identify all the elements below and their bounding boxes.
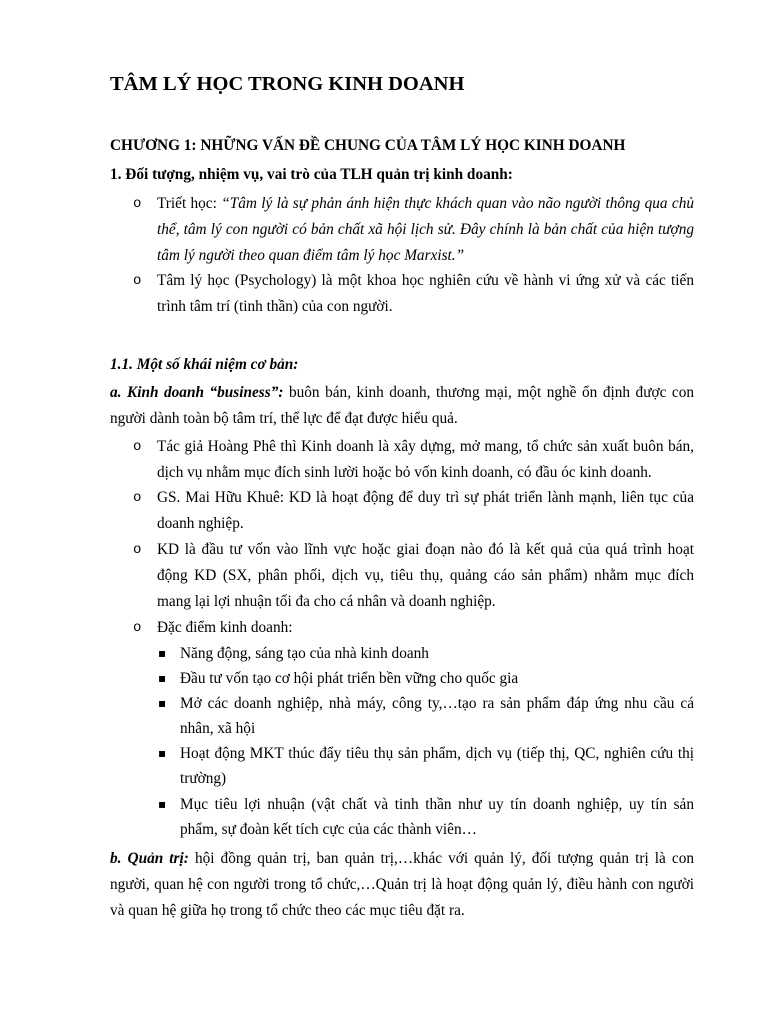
sub-list-item: [158, 641, 694, 666]
text-line: Đặc điểm kinh doanh:: [157, 619, 293, 636]
circle-bullet-icon: o: [133, 542, 142, 558]
quote-text: thể, tâm lý con người có bản chất xã hội lịch sử. Đây chính là bản chất của hiện tượng: [157, 221, 694, 238]
quote-text: tâm lý người theo quan điểm tâm lý học Marxist.”: [157, 247, 465, 264]
sub-list-item: [158, 741, 694, 791]
subsection-heading-block: [110, 352, 694, 378]
square-bullet-icon: ▪: [158, 671, 167, 685]
list-item: [133, 191, 694, 269]
text-line: Năng động, sáng tạo của nhà kinh doanh: [180, 645, 429, 662]
definition-text: hội đồng quản trị, ban quản trị,…khác với quản lý, đối tượng quản trị là con: [194, 850, 694, 867]
definition-paragraph: [110, 380, 694, 432]
section-heading: 1. Đối tượng, nhiệm vụ, vai trò của TLH quản trị kinh doanh:: [110, 166, 513, 183]
subsection-heading: 1.1. Một số khái niệm cơ bản:: [110, 356, 299, 373]
text-line: trường): [180, 770, 227, 787]
list-item: [133, 615, 694, 641]
sub-list-item: [158, 666, 694, 691]
list-item: [133, 434, 694, 486]
text-line: Hoạt động MKT thúc đẩy tiêu thụ sản phẩm, dịch vụ (tiếp thị, QC, nghiên cứu thị: [180, 745, 694, 762]
circle-bullet-icon: o: [133, 490, 142, 506]
list-item-label: Triết học:: [157, 195, 217, 212]
text-line: Tác giả Hoàng Phê thì Kinh doanh là xây dựng, mở mang, tổ chức sản xuất buôn bán,: [157, 438, 694, 455]
text-line: người dành toàn bộ tâm trí, thể lực để đạt được hiểu quả.: [110, 410, 458, 427]
text-line: động KD (SX, phân phối, dịch vụ, tiêu thụ, quảng cáo sản phẩm) nhằm mục đích: [157, 567, 694, 584]
text-line: trình tâm trí (tinh thần) của con người.: [157, 298, 393, 315]
text-line: mang lại lợi nhuận tối đa cho cá nhân và doanh nghiệp.: [157, 593, 496, 610]
square-bullet-icon: ▪: [158, 746, 167, 760]
circle-bullet-icon: o: [133, 273, 142, 289]
chapter-block: [110, 133, 694, 159]
square-bullet-icon: ▪: [158, 696, 167, 710]
list-item: [133, 268, 694, 320]
quote-text: “Tâm lý là sự phản ánh hiện thực khách quan vào não người thông qua chủ: [221, 195, 694, 212]
circle-bullet-icon: o: [133, 620, 142, 636]
document-title: TÂM LÝ HỌC TRONG KINH DOANH: [110, 73, 465, 95]
text-line: doanh nghiệp.: [157, 515, 244, 532]
text-line: KD là đầu tư vốn vào lĩnh vực hoặc giai đoạn nào đó là kết quả của quá trình hoạt: [157, 541, 694, 558]
definition-paragraph: [110, 846, 694, 924]
sub-list-item: [158, 691, 694, 741]
title-block: [110, 71, 694, 97]
square-bullet-icon: ▪: [158, 797, 167, 811]
text-line: Đầu tư vốn tạo cơ hội phát triển bền vững cho quốc gia: [180, 670, 519, 687]
text-line: [110, 380, 694, 406]
circle-bullet-icon: o: [133, 439, 142, 455]
term-label: b. Quản trị:: [110, 850, 189, 867]
text-line: Mở các doanh nghiệp, nhà máy, công ty,…tạo ra sản phẩm đáp ứng nhu cầu cá: [180, 695, 694, 712]
text-line: nhân, xã hội: [180, 720, 256, 737]
text-line: [110, 846, 694, 872]
chapter-heading: CHƯƠNG 1: NHỮNG VẤN ĐỀ CHUNG CỦA TÂM LÝ HỌC KINH DOANH: [110, 137, 626, 154]
text-line: và quan hệ giữa họ trong tổ chức theo các mục tiêu đặt ra.: [110, 902, 465, 919]
list-item: [133, 537, 694, 615]
definition-text: buôn bán, kinh doanh, thương mại, một nghề ổn định được con: [288, 384, 694, 401]
circle-bullet-icon: o: [133, 196, 142, 212]
text-line: [157, 191, 694, 217]
section-heading-block: [110, 162, 694, 188]
text-line: dịch vụ nhằm mục đích sinh lười hoặc bỏ vốn kinh doanh, có đầu óc kinh doanh.: [157, 464, 652, 481]
term-label: a. Kinh doanh “business”:: [110, 384, 284, 401]
text-line: Tâm lý học (Psychology) là một khoa học nghiên cứu về hành vi ứng xử và các tiến: [157, 272, 694, 289]
text-line: Mục tiêu lợi nhuận (vật chất và tinh thần như uy tín doanh nghiệp, uy tín sản: [180, 796, 694, 813]
text-line: phẩm, sự đoàn kết tích cực của các thành viên…: [180, 821, 477, 838]
text-line: người, quan hệ con người trong tổ chức,…Quản trị là hoạt động quản lý, điều hành con người: [110, 876, 694, 893]
square-bullet-icon: ▪: [158, 646, 167, 660]
sub-list-item: [158, 792, 694, 842]
list-item: [133, 485, 694, 537]
text-line: GS. Mai Hữu Khuê: KD là hoạt động để duy trì sự phát triển lành mạnh, liên tục của: [157, 489, 694, 506]
